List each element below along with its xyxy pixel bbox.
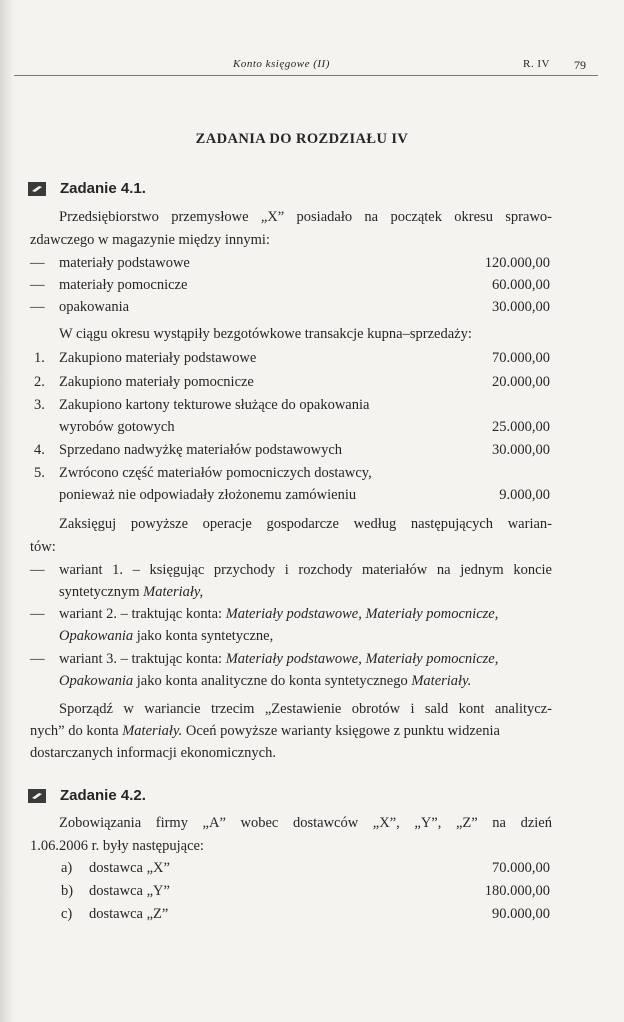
op-label: Sprzedano nadwyżkę materiałów podstawowych bbox=[59, 442, 343, 458]
pencil-icon bbox=[28, 182, 46, 196]
stock-amount: 120.000,00 bbox=[484, 255, 550, 271]
task1-intro-line2: zdawczego w magazynie między innymi: bbox=[30, 232, 270, 248]
task-4-1-heading bbox=[28, 180, 146, 197]
task2-intro-line1: Zobowiązania firmy „A” wobec dostawców „X”, „Y”, „Z” na dzień bbox=[59, 815, 552, 831]
item-amount: 180.000,00 bbox=[484, 883, 550, 899]
stock-label: materiały pomocnicze bbox=[59, 277, 188, 293]
op-amount: 25.000,00 bbox=[492, 419, 550, 435]
op-label-cont: ponieważ nie odpowiadały złożonemu zamówieniu bbox=[59, 487, 357, 503]
op-label: Zakupiono kartony tekturowe służące do opakowania bbox=[59, 397, 370, 413]
header-rule bbox=[14, 75, 598, 76]
op-amount: 20.000,00 bbox=[492, 374, 550, 390]
stock-amount: 30.000,00 bbox=[492, 299, 550, 315]
item-amount: 90.000,00 bbox=[492, 906, 550, 922]
dash-marker: — bbox=[30, 299, 45, 315]
closing-line2: nych” do konta Materiały. Oceń powyższe warianty księgowe z punktu widzenia bbox=[30, 723, 500, 739]
variant2-line1: wariant 2. – traktując konta: Materiały podstawowe, Materiały pomocnicze, bbox=[59, 606, 499, 622]
dash-marker: — bbox=[30, 606, 45, 622]
item-label: dostawca „Z” bbox=[89, 906, 169, 922]
chapter-label: R. IV bbox=[523, 58, 550, 70]
page-number: 79 bbox=[574, 58, 586, 72]
ops-intro: W ciągu okresu wystąpiły bezgotówkowe transakcje kupna–sprzedaży: bbox=[59, 326, 472, 342]
stock-amount: 60.000,00 bbox=[492, 277, 550, 293]
op-label: Zakupiono materiały podstawowe bbox=[59, 350, 257, 366]
item-letter: c) bbox=[61, 906, 73, 922]
item-letter: b) bbox=[61, 883, 74, 899]
pencil-icon bbox=[28, 789, 46, 803]
task-title: Zadanie 4.1. bbox=[60, 180, 146, 197]
item-letter: a) bbox=[61, 860, 73, 876]
dash-marker: — bbox=[30, 277, 45, 293]
variant2-line2: Opakowania jako konta syntetyczne, bbox=[59, 628, 274, 644]
stock-label: opakowania bbox=[59, 299, 130, 315]
running-title: Konto księgowe (II) bbox=[233, 58, 330, 70]
op-number: 4. bbox=[34, 442, 45, 458]
item-label: dostawca „X” bbox=[89, 860, 170, 876]
variant1-line2: syntetycznym Materiały, bbox=[59, 584, 204, 600]
dash-marker: — bbox=[30, 562, 45, 578]
task-title: Zadanie 4.2. bbox=[60, 787, 146, 804]
section-title: ZADANIA DO ROZDZIAŁU IV bbox=[195, 131, 409, 147]
op-label: Zwrócono część materiałów pomocniczych dostawcy, bbox=[59, 465, 372, 481]
closing-line1: Sporządź w wariancie trzecim „Zestawienie obrotów i sald kont analitycz- bbox=[59, 701, 552, 717]
op-amount: 70.000,00 bbox=[492, 350, 550, 366]
op-number: 3. bbox=[34, 397, 45, 413]
op-number: 2. bbox=[34, 374, 45, 390]
op-label: Zakupiono materiały pomocnicze bbox=[59, 374, 254, 390]
task1-intro-line1: Przedsiębiorstwo przemysłowe „X” posiadało na początek okresu sprawo- bbox=[59, 209, 552, 225]
op-amount: 30.000,00 bbox=[492, 442, 550, 458]
closing-line3: dostarczanych informacji ekonomicznych. bbox=[30, 745, 276, 761]
task-4-2-heading bbox=[28, 787, 146, 804]
task2-intro-line2: 1.06.2006 r. były następujące: bbox=[30, 838, 204, 854]
item-label: dostawca „Y” bbox=[89, 883, 170, 899]
instr-line1: Zaksięguj powyższe operacje gospodarcze według następujących warian- bbox=[59, 516, 552, 532]
binding-shadow bbox=[0, 0, 14, 1022]
item-amount: 70.000,00 bbox=[492, 860, 550, 876]
op-label-cont: wyrobów gotowych bbox=[59, 419, 175, 435]
variant1-line1: wariant 1. – księgując przychody i rozchody materiałów na jednym koncie bbox=[59, 562, 552, 578]
instr-line2: tów: bbox=[30, 539, 56, 555]
variant3-line2: Opakowania jako konta analityczne do konta syntetycznego Materiały. bbox=[59, 673, 472, 689]
dash-marker: — bbox=[30, 255, 45, 271]
op-number: 1. bbox=[34, 350, 45, 366]
stock-label: materiały podstawowe bbox=[59, 255, 190, 271]
op-number: 5. bbox=[34, 465, 45, 481]
variant3-line1: wariant 3. – traktując konta: Materiały podstawowe, Materiały pomocnicze, bbox=[59, 651, 499, 667]
op-amount: 9.000,00 bbox=[499, 487, 550, 503]
dash-marker: — bbox=[30, 651, 45, 667]
